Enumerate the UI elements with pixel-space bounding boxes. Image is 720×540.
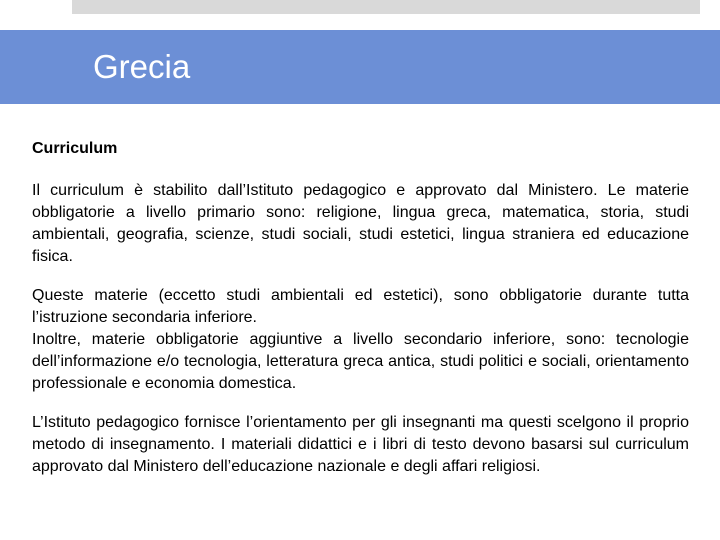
paragraph-2: Queste materie (eccetto studi ambientali ed estetici), sono obbligatorie durante tutta l’istruzione secondaria inferiore. [32, 287, 689, 326]
paragraph-1: Il curriculum è stabilito dall’Istituto pedagogico e approvato dal Ministero. Le materie obbligatorie a livello primario sono: religione, lingua greca, matematica, storia, studi ambientali, geografia, scienze, studi sociali, studi estetici, lingua straniera ed educazione fisica. [32, 182, 689, 265]
top-decorative-strip [72, 0, 700, 14]
slide-title: Grecia [93, 48, 191, 85]
section-heading: Curriculum [32, 140, 118, 157]
paragraph-4: L’Istituto pedagogico fornisce l’orientamento per gli insegnanti ma questi scelgono il proprio metodo di insegnamento. I materiali didattici e i libri di testo devono basarsi sul curriculum approvato dal Ministero dell’educazione nazionale e degli affari religiosi. [32, 414, 689, 475]
paragraph-3: Inoltre, materie obbligatorie aggiuntive a livello secondario inferiore, sono: tecnologie dell’informazione e/o tecnologia, letteratura greca antica, studi politici e sociali, orientamento professionale e economia domestica. [32, 331, 689, 392]
slide-body [32, 138, 689, 478]
